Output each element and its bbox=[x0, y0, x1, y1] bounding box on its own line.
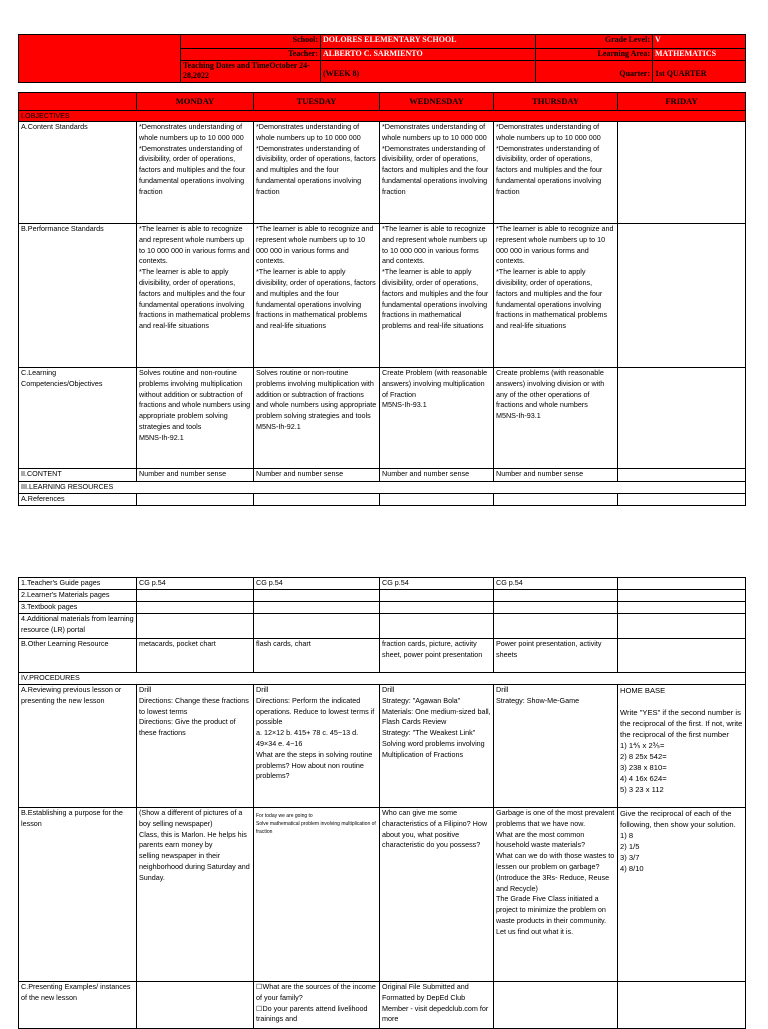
content-standards-friday bbox=[618, 122, 746, 224]
plan-table-page2 bbox=[18, 577, 746, 1029]
other-resources-friday bbox=[618, 639, 746, 673]
school-value: DOLORES ELEMENTARY SCHOOL bbox=[321, 35, 536, 49]
performance-standards-wednesday: *The learner is able to recognize and represent whole numbers up to 10 000 000 in various forms and contexts. *The learner is able to apply divisibility, order of operations, factors and multiples and the four fundamental operations involving fractions in mathematical problems and real-life situations bbox=[380, 224, 494, 368]
reviewing-monday: Drill Directions: Change these fractions to lowest terms Directions: Give the product of these fractions bbox=[137, 685, 254, 808]
learners-materials-monday bbox=[137, 590, 254, 602]
teachers-guide-thursday: CG p.54 bbox=[494, 578, 618, 590]
procedures-heading: IV.PROCEDURES bbox=[19, 673, 746, 685]
content-standards-wednesday: *Demonstrates understanding of whole numbers up to 10 000 000 *Demonstrates understanding of divisibility, order of operations, factors and multiples and the four fundamental operations involving fraction bbox=[380, 122, 494, 224]
header-blank bbox=[19, 35, 181, 83]
content-standards-tuesday: *Demonstrates understanding of whole numbers up to 10 000 000 *Demonstrates understanding of divisibility, order of operations, factors and multiples and the four fundamental operations involving fraction bbox=[254, 122, 380, 224]
teaching-dates bbox=[181, 61, 321, 83]
day-tuesday: TUESDAY bbox=[254, 93, 380, 111]
quarter-label: Quarter: bbox=[536, 61, 653, 83]
textbook-pages-label: 3.Textbook pages bbox=[19, 602, 137, 614]
learners-materials-wednesday bbox=[380, 590, 494, 602]
day-header-blank bbox=[19, 93, 137, 111]
day-friday: FRIDAY bbox=[618, 93, 746, 111]
textbook-pages-thursday bbox=[494, 602, 618, 614]
reviewing-wednesday: Drill Strategy: "Agawan Bola" Materials: One medium-sized ball, Flash Cards Review Strategy: "The Weakest Link" Solving word problems involving Multiplication of Fractions bbox=[380, 685, 494, 808]
teacher-label: Teacher: bbox=[181, 49, 321, 61]
reviewing-label: A.Reviewing previous lesson or presenting the new lesson bbox=[19, 685, 137, 808]
competencies-tuesday: Solves routine or non-routine problems involving multiplication with addition or subtraction of fractions and whole numbers using appropriate problem solving strategies and tools M5NS-Ih-92.1 bbox=[254, 368, 380, 469]
learners-materials-tuesday bbox=[254, 590, 380, 602]
textbook-pages-wednesday bbox=[380, 602, 494, 614]
additional-materials-tuesday bbox=[254, 614, 380, 639]
teachers-guide-label: 1.Teacher's Guide pages bbox=[19, 578, 137, 590]
other-resources-thursday: Power point presentation, activity sheets bbox=[494, 639, 618, 673]
content-monday: Number and number sense bbox=[137, 469, 254, 482]
purpose-tuesday: For today we are going to Solve mathematical problem involving multiplication of fraction bbox=[254, 808, 380, 982]
header-table bbox=[18, 34, 746, 83]
learners-materials-friday bbox=[618, 590, 746, 602]
performance-standards-friday bbox=[618, 224, 746, 368]
plan-table-page1 bbox=[18, 92, 746, 506]
performance-standards-tuesday: *The learner is able to recognize and represent whole numbers up to 10 000 000 in various forms and contexts. *The learner is able to apply divisibility, order of operations, factors and multiples and the four fundamental operations involving fractions in mathematical problems and real-life situations bbox=[254, 224, 380, 368]
reviewing-tuesday: Drill Directions: Perform the indicated operations. Reduce to lowest terms if possible a. 12×12 b. 415+ 78 c. 45−13 d. 49×34 e. 4−16 What are the steps in solving routine problems? How about non routine problems? bbox=[254, 685, 380, 808]
textbook-pages-tuesday bbox=[254, 602, 380, 614]
quarter-value: 1st QUARTER bbox=[653, 61, 746, 83]
purpose-wednesday: Who can give me some characteristics of a Filipino? How about you, what positive characteristic do you possess? bbox=[380, 808, 494, 982]
references-label: A.References bbox=[19, 494, 137, 506]
grade-value: V bbox=[653, 35, 746, 49]
performance-standards-label: B.Performance Standards bbox=[19, 224, 137, 368]
additional-materials-thursday bbox=[494, 614, 618, 639]
references-monday bbox=[137, 494, 254, 506]
references-thursday bbox=[494, 494, 618, 506]
textbook-pages-monday bbox=[137, 602, 254, 614]
performance-standards-monday: *The learner is able to recognize and represent whole numbers up to 10 000 000 in various forms and contexts. *The learner is able to apply divisibility, order of operations, factors and multiples and the four fundamental operations involving fractions in mathematical problems and real-life situations bbox=[137, 224, 254, 368]
teachers-guide-friday bbox=[618, 578, 746, 590]
textbook-pages-friday bbox=[618, 602, 746, 614]
references-tuesday bbox=[254, 494, 380, 506]
grade-label: Grade Level: bbox=[536, 35, 653, 49]
home-base-body: Write "YES" if the second number is the reciprocal of the first. If not, write the reciprocal of the first number 1) 1⅘ x 2⅗= 2) 8 25x 542= 3) 238 x 810= 4) 4 16x 624= 5) 3 23 x 112 bbox=[620, 708, 743, 794]
additional-materials-label: 4.Additional materials from learning resource (LR) portal bbox=[19, 614, 137, 639]
content-standards-label: A.Content Standards bbox=[19, 122, 137, 224]
additional-materials-friday bbox=[618, 614, 746, 639]
references-friday bbox=[618, 494, 746, 506]
learning-area-label: Learning Area: bbox=[536, 49, 653, 61]
additional-materials-monday bbox=[137, 614, 254, 639]
teachers-guide-wednesday: CG p.54 bbox=[380, 578, 494, 590]
teachers-guide-monday: CG p.54 bbox=[137, 578, 254, 590]
content-wednesday: Number and number sense bbox=[380, 469, 494, 482]
purpose-friday: Give the reciprocal of each of the following, then show your solution. 1) 8 2) 1/5 3) 3/7 4) 8/10 bbox=[618, 808, 746, 982]
other-resources-monday: metacards, pocket chart bbox=[137, 639, 254, 673]
presenting-monday bbox=[137, 982, 254, 1029]
additional-materials-wednesday bbox=[380, 614, 494, 639]
competencies-label: C.Learning Competencies/Objectives bbox=[19, 368, 137, 469]
learners-materials-label: 2.Learner's Materials pages bbox=[19, 590, 137, 602]
home-base-title: HOME BASE bbox=[620, 686, 666, 695]
week-label: (WEEK 8) bbox=[321, 61, 536, 83]
purpose-label: B.Establishing a purpose for the lesson bbox=[19, 808, 137, 982]
school-label: School: bbox=[181, 35, 321, 49]
dates-value: October 24- 28,2022 bbox=[183, 61, 310, 80]
presenting-thursday bbox=[494, 982, 618, 1029]
teachers-guide-tuesday: CG p.54 bbox=[254, 578, 380, 590]
dates-label: Teaching Dates and Time bbox=[183, 61, 270, 70]
day-thursday: THURSDAY bbox=[494, 93, 618, 111]
content-thursday: Number and number sense bbox=[494, 469, 618, 482]
learning-area-value: MATHEMATICS bbox=[653, 49, 746, 61]
objectives-heading: I.OBJECTIVES bbox=[19, 111, 746, 122]
competencies-wednesday: Create Problem (with reasonable answers) involving multiplication of Fraction M5NS-Ih-93.1 bbox=[380, 368, 494, 469]
purpose-monday: (Show a different of pictures of a boy selling newspaper) Class, this is Marlon. He helps his parents earn money by selling newspaper in their neighborhood during Saturday and Sunday. bbox=[137, 808, 254, 982]
competencies-friday bbox=[618, 368, 746, 469]
presenting-friday bbox=[618, 982, 746, 1029]
references-wednesday bbox=[380, 494, 494, 506]
learning-resources-heading: III.LEARNING RESOURCES bbox=[19, 482, 746, 494]
reviewing-friday bbox=[618, 685, 746, 808]
day-monday: MONDAY bbox=[137, 93, 254, 111]
content-label: II.CONTENT bbox=[19, 469, 137, 482]
presenting-wednesday: Original File Submitted and Formatted by DepEd Club Member - visit depedclub.com for more bbox=[380, 982, 494, 1029]
day-wednesday: WEDNESDAY bbox=[380, 93, 494, 111]
content-tuesday: Number and number sense bbox=[254, 469, 380, 482]
reviewing-thursday: Drill Strategy: Show-Me-Game bbox=[494, 685, 618, 808]
content-standards-thursday: *Demonstrates understanding of whole numbers up to 10 000 000 *Demonstrates understanding of divisibility, order of operations, factors and multiples and the four fundamental operations involving fraction bbox=[494, 122, 618, 224]
other-resources-wednesday: fraction cards, picture, activity sheet, power point presentation bbox=[380, 639, 494, 673]
other-resources-tuesday: flash cards, chart bbox=[254, 639, 380, 673]
competencies-thursday: Create problems (with reasonable answers) involving division or with any of the other operations of fractions and whole numbers M5NS-Ih-93.1 bbox=[494, 368, 618, 469]
performance-standards-thursday: *The learner is able to recognize and represent whole numbers up to 10 000 000 in various forms and contexts. *The learner is able to apply divisibility, order of operations, factors and multiples and the four fundamental operations involving fractions in mathematical problems and real-life situations bbox=[494, 224, 618, 368]
other-resources-label: B.Other Learning Resource bbox=[19, 639, 137, 673]
presenting-label: C.Presenting Examples/ instances of the new lesson bbox=[19, 982, 137, 1029]
competencies-monday: Solves routine and non-routine problems involving multiplication without addition or subtraction of fractions and whole numbers using appropriate problem solving strategies and tools M5NS-Ih-92.1 bbox=[137, 368, 254, 469]
content-standards-monday: *Demonstrates understanding of whole numbers up to 10 000 000 *Demonstrates understanding of divisibility, order of operations, factors and multiples and the four fundamental operations involving fraction bbox=[137, 122, 254, 224]
purpose-thursday: Garbage is one of the most prevalent problems that we have now. What are the most common household waste materials? What can we do with those wastes to lessen our problem on garbage? (Introduce the 3Rs- Reduce, Reuse and Recycle) The Grade Five Class initiated a project to minimize the problem on waste products in their community. Let us find out what it is. bbox=[494, 808, 618, 982]
presenting-tuesday: ☐What are the sources of the income of your family? ☐Do your parents attend livelihood trainings and bbox=[254, 982, 380, 1029]
teacher-value: ALBERTO C. SARMIENTO bbox=[321, 49, 536, 61]
content-friday bbox=[618, 469, 746, 482]
learners-materials-thursday bbox=[494, 590, 618, 602]
